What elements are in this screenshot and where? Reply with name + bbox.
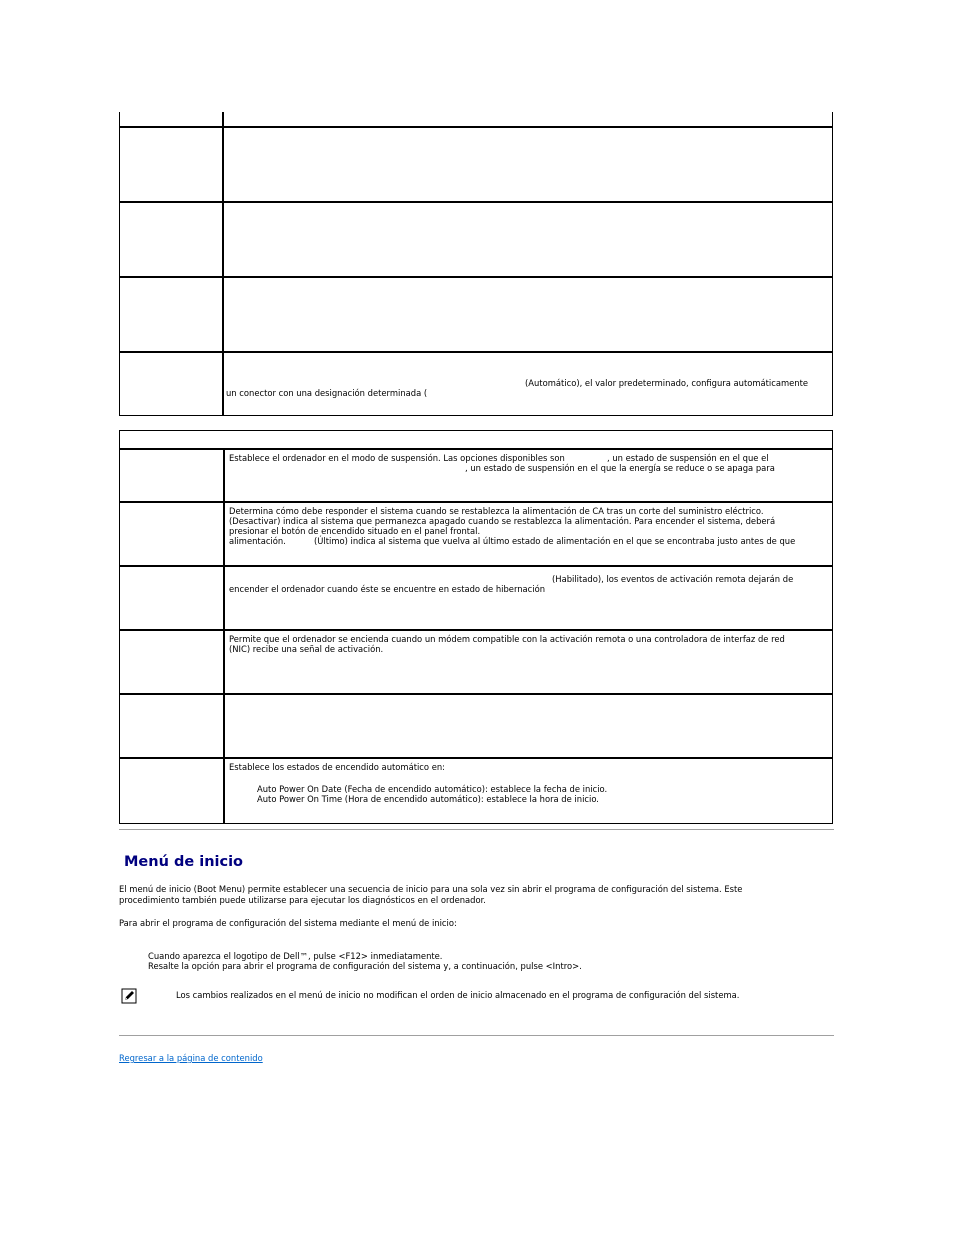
- table-row: [120, 276, 832, 352]
- note-pencil-icon: [121, 988, 137, 1004]
- cell-text: presionar el botón de encendido situado en el panel frontal.: [229, 526, 481, 536]
- cell-text: (Último) indica al sistema que vuelva al último estado de alimentación en el que se encontraba justo antes de que: [314, 536, 796, 546]
- cell-text: alimentación.: [229, 536, 286, 546]
- table-row: [120, 501, 832, 566]
- table-row: [120, 126, 832, 202]
- note-text: Los cambios realizados en el menú de inicio no modifican el orden de inicio almacenado en el programa de configuración del sistema.: [176, 990, 740, 1000]
- table-row: [120, 757, 832, 823]
- back-to-contents-link[interactable]: Regresar a la página de contenido: [119, 1053, 263, 1063]
- step-2: Resalte la opción para abrir el programa de configuración del sistema y, a continuación, pulse <Intro>.: [148, 961, 582, 971]
- settings-table-2: [119, 430, 833, 824]
- intro-paragraph: [119, 884, 819, 905]
- cell-text: (Desactivar) indica al sistema que permanezca apagado cuando se restablezca la alimentación. Para encender el sistema, deberá: [229, 516, 776, 526]
- cell-text: encender el ordenador cuando éste se encuentre en estado de hibernación: [229, 584, 546, 594]
- table-row: [120, 351, 832, 415]
- cell-text: Determina cómo debe responder el sistema cuando se restablezca la alimentación de CA tras un corte del suministro eléctrico.: [229, 506, 764, 516]
- table-row: [120, 693, 832, 758]
- cell-text: , un estado de suspensión en el que el: [607, 453, 769, 463]
- cell-text: Establece los estados de encendido automático en:: [229, 762, 445, 772]
- list-item: Auto Power On Date (Fecha de encendido automático): establece la fecha de inicio.: [257, 784, 608, 794]
- settings-table-1: [119, 112, 833, 416]
- footer-divider: [119, 1035, 834, 1036]
- cell-text: , un estado de suspensión en el que la energía se reduce o se apaga para: [465, 463, 775, 473]
- section-title: Menú de inicio: [124, 854, 244, 870]
- cell-text: Permite que el ordenador se encienda cuando un módem compatible con la activación remota o una controladora de interfaz de red: [229, 634, 785, 644]
- table-row: [120, 448, 832, 502]
- cell-text: (Habilitado), los eventos de activación remota dejarán de: [552, 574, 794, 584]
- cell-text: (Automático), el valor predeterminado, configura automáticamente: [525, 378, 809, 388]
- table-row: [120, 565, 832, 630]
- cell-text: Establece el ordenador en el modo de suspensión. Las opciones disponibles son: [229, 453, 565, 463]
- step-1: Cuando aparezca el logotipo de Dell™, pulse <F12> inmediatamente.: [148, 951, 443, 961]
- cell-text: (NIC) recibe una señal de activación.: [229, 644, 384, 654]
- table-row: [120, 201, 832, 277]
- intro-line: procedimiento también puede utilizarse para ejecutar los diagnósticos en el ordenador.: [119, 894, 486, 905]
- cell-text: un conector con una designación determinada (: [226, 388, 428, 398]
- table-row: [120, 629, 832, 694]
- list-item: Auto Power On Time (Hora de encendido automático): establece la hora de inicio.: [257, 794, 599, 804]
- intro-line: El menú de inicio (Boot Menu) permite establecer una secuencia de inicio para una sola vez sin abrir el programa de configuración del sistema. Este: [119, 884, 743, 894]
- how-to-text: Para abrir el programa de configuración del sistema mediante el menú de inicio:: [119, 918, 457, 928]
- section-divider: [119, 829, 834, 830]
